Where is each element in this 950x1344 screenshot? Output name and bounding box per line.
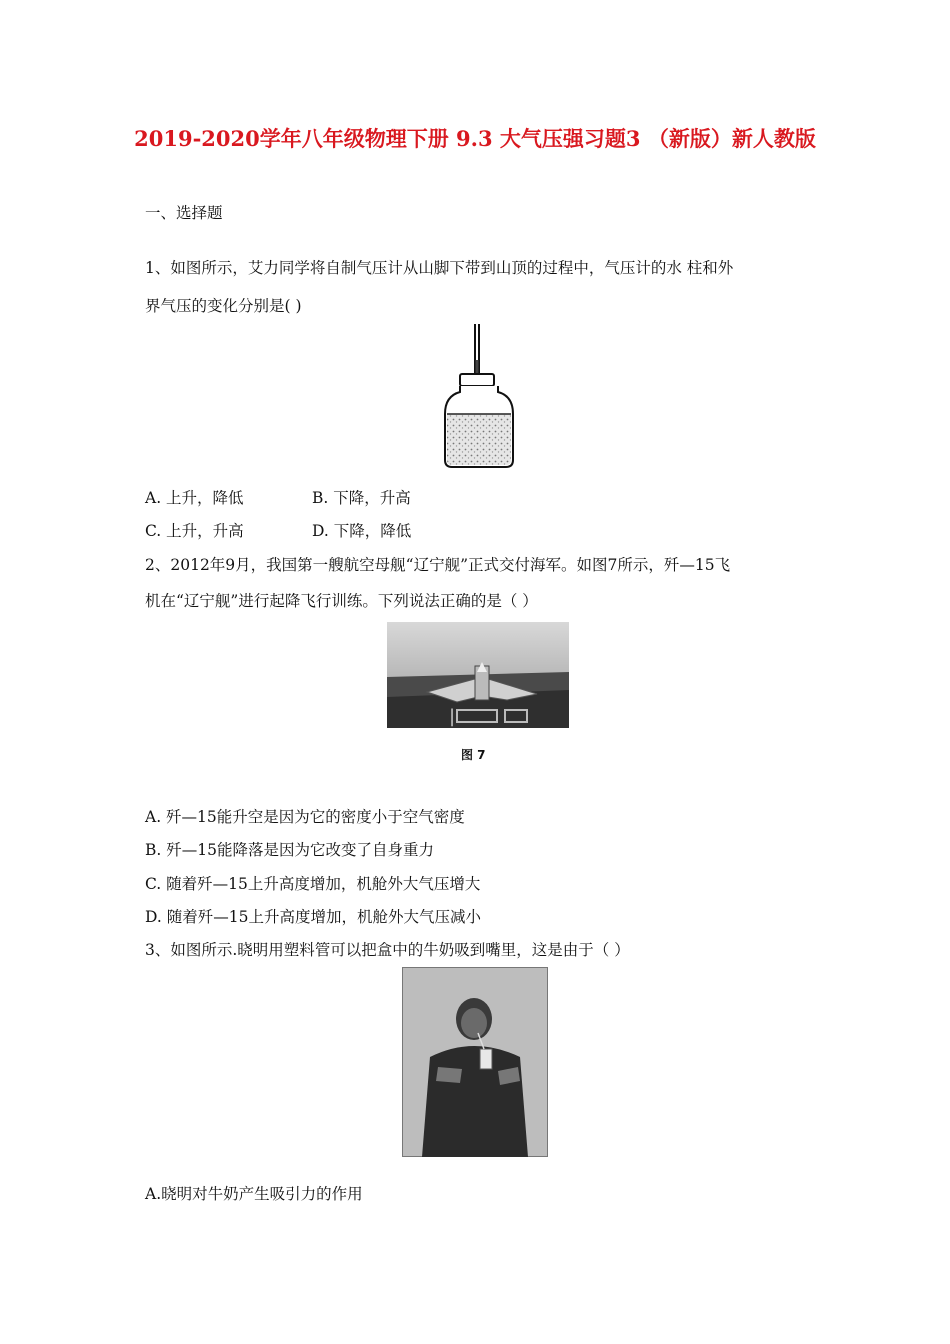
question-3-stem-line1: 3、如图所示.晓明用塑料管可以把盒中的牛奶吸到嘴里，这是由于（ ） [145,941,630,959]
question-2-stem-line2: 机在“辽宁舰”进行起降飞行训练。下列说法正确的是（ ） [145,592,538,610]
question-1-stem-line2: 界气压的变化分别是( ) [145,297,302,315]
question-1-option-d: D. 下降，降低 [312,522,412,540]
jet-on-carrier-photo [387,622,569,728]
question-3-option-a: A.晓明对牛奶产生吸引力的作用 [145,1185,363,1203]
question-2-stem-line1: 2、2012年9月，我国第一艘航空母舰“辽宁舰”正式交付海军。如图7所示，歼—15飞 [145,556,731,574]
section-heading: 一、选择题 [145,204,223,222]
svg-text:|: | [449,706,456,727]
question-2-option-d: D. 随着歼—15上升高度增加，机舱外大气压减小 [145,908,481,926]
barometer-jar-figure [440,322,520,470]
question-1-option-c: C. 上升，升高 [145,522,244,540]
question-1-option-b: B. 下降，升高 [312,489,411,507]
question-2-option-b: B. 歼—15能降落是因为它改变了自身重力 [145,841,434,859]
question-2-option-a: A. 歼—15能升空是因为它的密度小于空气密度 [145,808,465,826]
question-1-option-a: A. 上升，降低 [145,489,244,507]
boy-drinking-milk-photo [402,967,548,1157]
question-1-stem-line1: 1、如图所示，艾力同学将自制气压计从山脚下带到山顶的过程中，气压计的水 柱和外 [145,259,734,277]
question-2-option-c: C. 随着歼—15上升高度增加，机舱外大气压增大 [145,875,481,893]
document-title: 2019-2020学年八年级物理下册 9.3 大气压强习题3 （新版）新人教版 [134,126,816,151]
figure-7-caption: 图 7 [461,748,486,762]
